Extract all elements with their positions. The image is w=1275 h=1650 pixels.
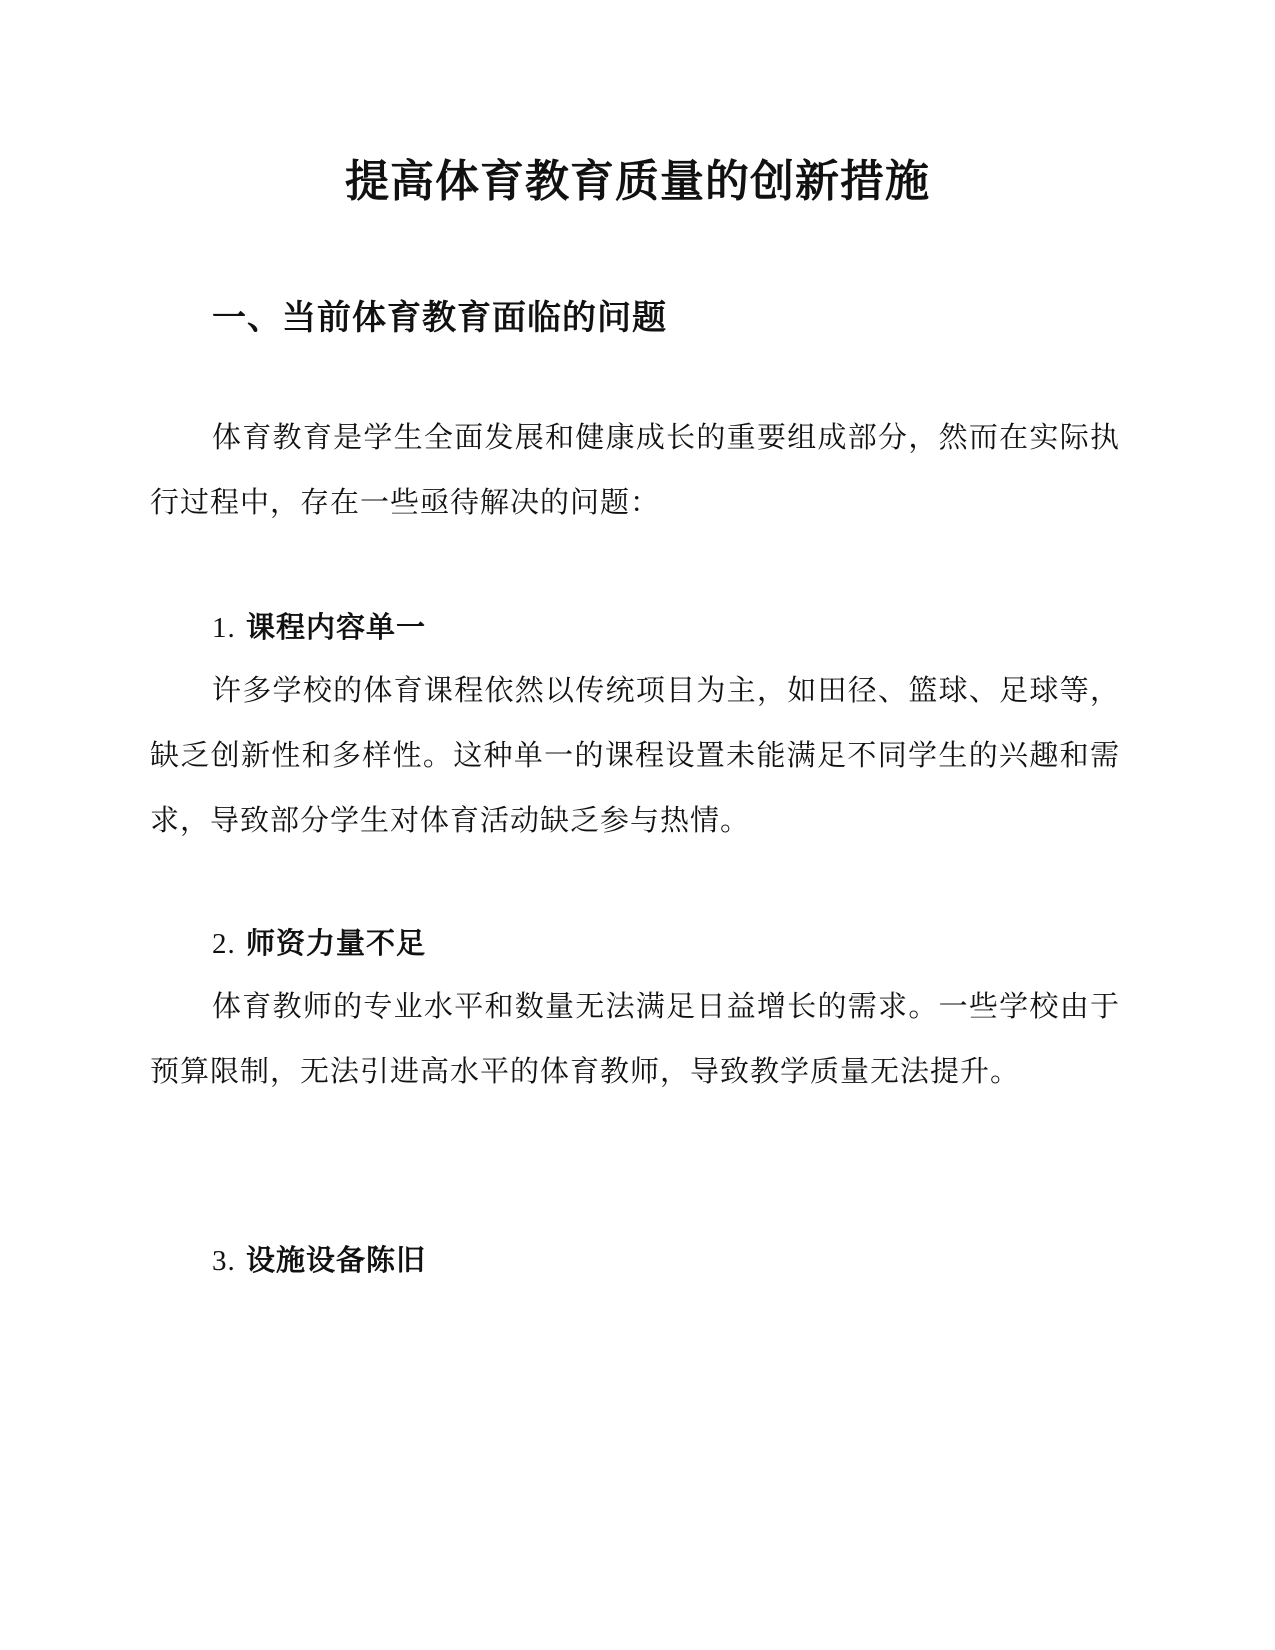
item-2-body: 体育教师的专业水平和数量无法满足日益增长的需求。一些学校由于预算限制，无法引进高水平的体育教师，导致教学质量无法提升。 [150, 989, 1120, 1088]
item-2-heading [212, 918, 426, 969]
item-1-title: 课程内容单一 [245, 610, 426, 644]
item-3-title: 设施设备陈旧 [245, 1243, 426, 1277]
item-1-number: 1. [212, 612, 236, 644]
item-3-heading [212, 1235, 426, 1286]
section-heading: 一、当前体育教育面临的问题 [212, 298, 667, 338]
intro-paragraph: 体育教育是学生全面发展和健康成长的重要组成部分，然而在实际执行过程中，存在一些亟待解决的问题： [150, 420, 1120, 519]
item-2-number: 2. [212, 928, 236, 960]
item-1-heading [212, 602, 426, 653]
item-2-title: 师资力量不足 [245, 926, 426, 960]
item-1-body: 许多学校的体育课程依然以传统项目为主，如田径、篮球、足球等，缺乏创新性和多样性。这种单一的课程设置未能满足不同学生的兴趣和需求，导致部分学生对体育活动缺乏参与热情。 [150, 673, 1120, 837]
document-title: 提高体育教育质量的创新措施 [345, 156, 930, 207]
item-3-number: 3. [212, 1245, 236, 1277]
